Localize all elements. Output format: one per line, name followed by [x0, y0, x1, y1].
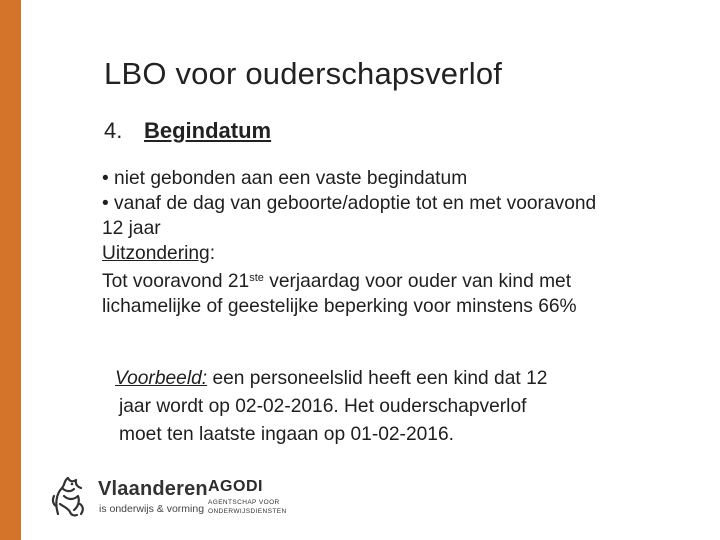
vlaanderen-logo: [50, 472, 208, 522]
agodi-wordmark: AGODI: [208, 478, 263, 495]
example-text: een personeelslid heeft een kind dat 12: [207, 368, 548, 389]
exception-text-pre: Tot vooravond 21: [102, 271, 250, 292]
exception-text-post: verjaardag voor ouder van kind met: [263, 271, 572, 292]
bullet-item: • niet gebonden aan een vaste begindatum: [102, 168, 468, 189]
exception-superscript: ste: [249, 272, 264, 284]
example-line: jaar wordt op 02-02-2016. Het ouderschapverlof: [119, 396, 527, 417]
slide-title: LBO voor ouderschapsverlof: [104, 56, 503, 91]
agodi-logo: [208, 478, 308, 523]
exception-colon: :: [209, 243, 216, 264]
example-line: [112, 365, 652, 393]
agodi-tagline-line: ONDERWIJSDIENSTEN: [208, 508, 287, 515]
body-text: [102, 166, 702, 319]
exception-line: [102, 266, 702, 294]
exception-heading: [102, 241, 702, 266]
example-line: moet ten laatste ingaan op 01-02-2016.: [119, 424, 454, 445]
vlaanderen-tagline: is onderwijs & vorming: [99, 503, 205, 515]
example-label: Voorbeeld:: [115, 368, 208, 389]
agodi-tagline-line: AGENTSCHAP VOOR: [208, 499, 280, 506]
exception-label: Uitzondering: [102, 243, 210, 264]
accent-bar: [0, 0, 21, 540]
exception-line: lichamelijke of geestelijke beperking voor minstens 66%: [102, 296, 577, 317]
section-number: 4.: [104, 118, 123, 143]
example-block: [112, 365, 652, 449]
bullet-item: • vanaf de dag van geboorte/adoptie tot en met vooravond: [102, 193, 597, 214]
section-heading: [104, 118, 271, 144]
vlaanderen-wordmark: Vlaanderen: [98, 478, 208, 500]
lion-icon: [50, 474, 88, 518]
agodi-tagline: [208, 498, 308, 516]
bullet-continuation: 12 jaar: [102, 218, 161, 239]
section-label: Begindatum: [144, 118, 272, 143]
